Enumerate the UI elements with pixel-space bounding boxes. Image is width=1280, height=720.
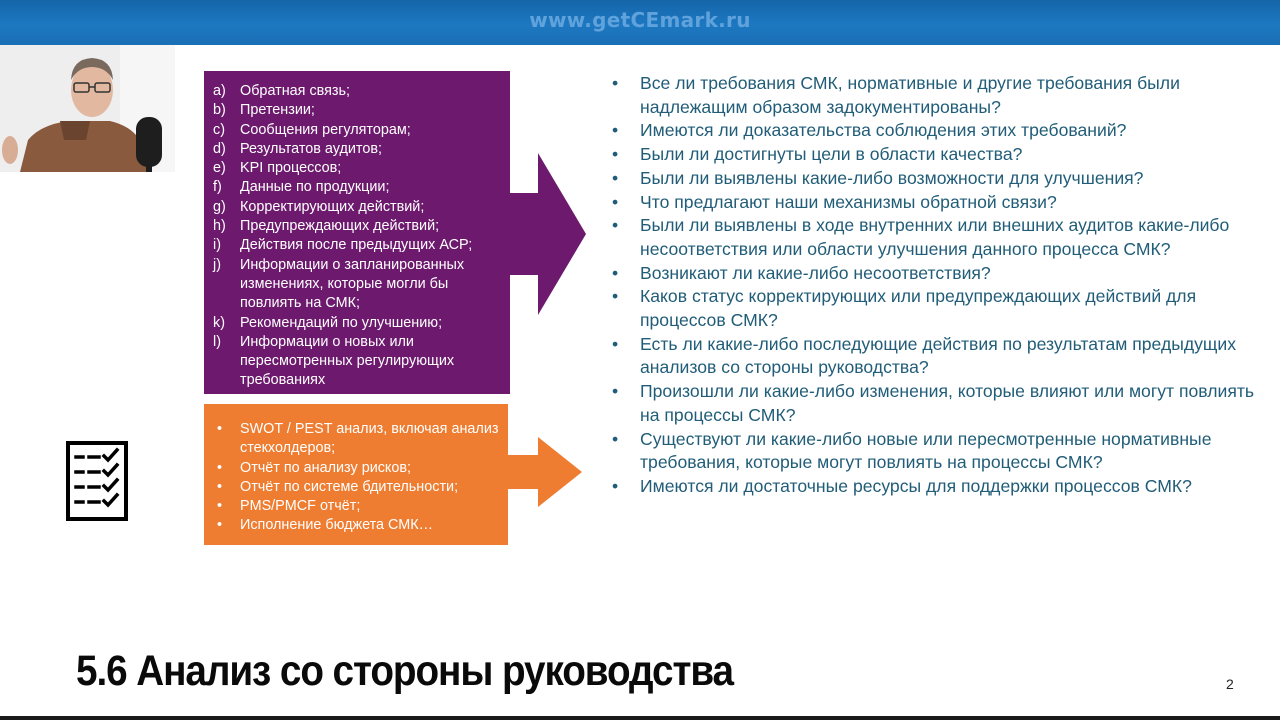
question-item: • Имеются ли доказательства соблюдения этих требований? <box>612 119 1272 143</box>
list-marker: h) <box>213 218 226 235</box>
question-item: • Произошли ли какие-либо изменения, которые влияют или могут повлиять на процессы СМК? <box>612 380 1272 427</box>
list-item-text: PMS/PMCF отчёт; <box>240 498 361 515</box>
list-item-text: Предупреждающих действий; <box>240 218 440 235</box>
question-item: • Возникают ли какие-либо несоответствия? <box>612 262 1272 286</box>
input-item <box>213 159 502 178</box>
additional-item <box>213 478 500 497</box>
list-marker: g) <box>213 198 226 215</box>
list-item-text: Информации о запланированных изменениях, которые могли бы повлиять на СМК; <box>240 256 465 312</box>
list-item-text: Результатов аудитов; <box>240 140 382 157</box>
list-marker: • <box>217 517 223 534</box>
input-item <box>213 236 502 255</box>
page-number: 2 <box>1226 676 1234 692</box>
list-item-text: Действия после предыдущих АСР; <box>240 237 473 254</box>
input-item <box>213 333 502 391</box>
input-item <box>213 256 502 314</box>
site-url: www.getCEmark.ru <box>529 8 751 32</box>
list-marker: • <box>217 459 223 476</box>
review-questions <box>612 72 1272 499</box>
list-marker: f) <box>213 179 222 196</box>
input-item <box>213 101 502 120</box>
list-marker: b) <box>213 102 226 119</box>
review-inputs-box <box>204 71 510 394</box>
list-item-text: Информации о новых или пересмотренных регулирующих требованиях <box>240 333 455 389</box>
additional-item <box>213 497 500 516</box>
list-marker: • <box>217 498 223 515</box>
list-item-text: KPI процессов; <box>240 160 342 177</box>
list-item-text: Отчёт по анализу рисков; <box>240 459 412 476</box>
input-item <box>213 140 502 159</box>
list-marker: • <box>217 421 223 437</box>
list-item-text: Сообщения регуляторам; <box>240 121 411 138</box>
question-item: • Все ли требования СМК, нормативные и другие требования были надлежащим образом задокументированы? <box>612 72 1272 119</box>
list-marker: i) <box>213 237 221 254</box>
question-item: • Есть ли какие-либо последующие действия по результатам предыдущих анализов со стороны руководства? <box>612 333 1272 380</box>
list-marker: l) <box>213 333 221 350</box>
arrow-right-icon <box>506 437 584 507</box>
list-marker: j) <box>213 256 221 273</box>
checklist-icon <box>66 441 128 521</box>
list-item-text: Претензии; <box>240 102 315 119</box>
list-item-text: Исполнение бюджета СМК… <box>240 517 434 534</box>
list-item-text: Рекомендаций по улучшению; <box>240 314 443 331</box>
question-item: • Были ли достигнуты цели в области качества? <box>612 143 1272 167</box>
presenter-webcam <box>0 45 175 172</box>
question-item: • Каков статус корректирующих или предупреждающих действий для процессов СМК? <box>612 285 1272 332</box>
list-item-text: SWOT / PEST анализ, включая анализ стекхолдеров; <box>240 421 499 457</box>
slide-title: 5.6 Анализ со стороны руководства <box>76 647 733 695</box>
input-item <box>213 198 502 217</box>
question-item: • Что предлагают наши механизмы обратной связи? <box>612 191 1272 215</box>
list-marker: • <box>217 478 223 495</box>
input-item <box>213 82 502 101</box>
list-item-text: Данные по продукции; <box>240 179 390 196</box>
question-item: • Имеются ли достаточные ресурсы для поддержки процессов СМК? <box>612 475 1272 499</box>
input-item <box>213 178 502 197</box>
list-marker: c) <box>213 121 225 138</box>
question-item: • Существуют ли какие-либо новые или пересмотренные нормативные требования, которые могут повлиять на процессы СМК? <box>612 428 1272 475</box>
additional-item <box>213 516 500 535</box>
arrow-right-icon <box>508 153 588 315</box>
list-item-text: Обратная связь; <box>240 83 351 99</box>
question-item: • Были ли выявлены в ходе внутренних или внешних аудитов какие-либо несоответствия или области улучшения данного процесса СМК? <box>612 214 1272 261</box>
list-item-text: Отчёт по системе бдительности; <box>240 478 459 495</box>
bottom-divider <box>0 716 1280 720</box>
list-marker: e) <box>213 160 226 177</box>
list-marker: a) <box>213 83 226 99</box>
list-item-text: Корректирующих действий; <box>240 198 425 215</box>
list-marker: d) <box>213 140 226 157</box>
top-banner <box>0 0 1280 45</box>
input-item <box>213 121 502 140</box>
input-item <box>213 217 502 236</box>
additional-inputs-box <box>204 404 508 545</box>
list-marker: k) <box>213 314 225 331</box>
input-item <box>213 314 502 333</box>
additional-item <box>213 420 500 459</box>
additional-item <box>213 459 500 478</box>
question-item: • Были ли выявлены какие-либо возможности для улучшения? <box>612 167 1272 191</box>
